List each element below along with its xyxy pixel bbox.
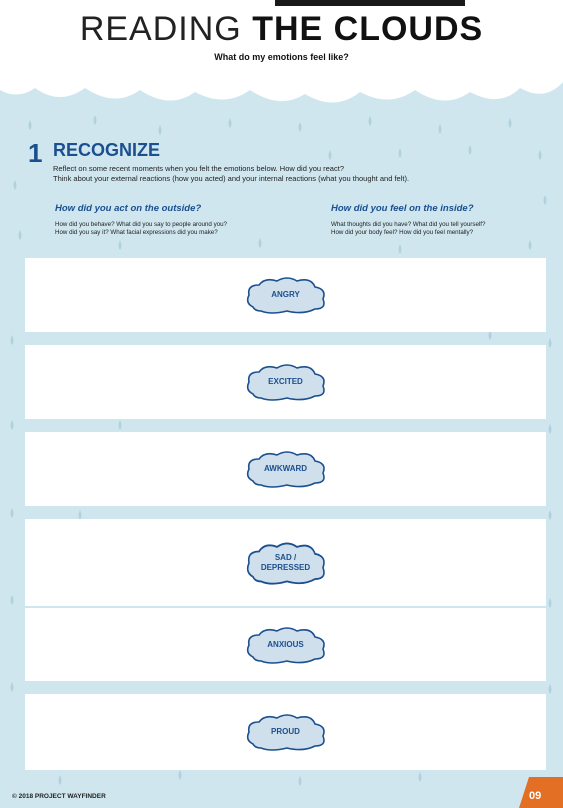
emotion-row-excited[interactable] (25, 345, 546, 419)
emotion-label: EXCITED (268, 377, 303, 386)
page-number: 09 (529, 790, 542, 802)
emotion-row-anxious[interactable] (25, 608, 546, 681)
inside-prompt-2: How did your body feel? How did you feel mentally? (331, 229, 474, 236)
inside-prompts (331, 221, 563, 237)
intro-line-1: Reflect on some recent moments when you felt the emotions below. How did you react? (53, 164, 344, 173)
top-accent-bar (275, 0, 465, 6)
title-bold: THE CLOUDS (252, 10, 484, 48)
inside-heading: How did you feel on the inside? (331, 203, 474, 214)
emotion-label: ANXIOUS (267, 639, 304, 649)
intro-line-2: Think about your external reactions (how you acted) and your internal reactions (what you thought and felt). (53, 174, 410, 183)
emotion-cloud (243, 540, 329, 586)
emotion-label: AWKWARD (263, 464, 308, 473)
emotion-label: SAD / DEPRESSED (260, 552, 311, 572)
emotion-label: ANGRY (271, 290, 300, 299)
section-number: 1 (28, 138, 43, 168)
emotion-row-proud[interactable] (25, 694, 546, 770)
cloud-edge-decoration (0, 60, 563, 120)
emotion-cloud (243, 362, 329, 402)
emotion-cloud (243, 275, 329, 315)
copyright-text: © 2018 PROJECT WAYFINDER (12, 793, 106, 800)
emotion-row-sad[interactable] (25, 519, 546, 606)
title-light: READING (79, 10, 242, 48)
outside-prompts (55, 221, 305, 237)
outside-prompt-2: How did you say it? What facial expressions did you make? (55, 229, 218, 236)
outside-heading: How did you act on the outside? (55, 203, 202, 214)
inside-prompt-1: What thoughts did you have? What did you tell yourself? (331, 221, 486, 228)
emotion-cloud (243, 712, 329, 752)
emotion-cloud (243, 449, 329, 489)
emotion-cloud (243, 625, 329, 665)
emotion-row-angry[interactable] (25, 258, 546, 332)
page-title (0, 10, 563, 49)
page-subtitle: What do my emotions feel like? (214, 52, 349, 62)
emotion-row-awkward[interactable] (25, 432, 546, 506)
outside-prompt-1: How did you behave? What did you say to people around you? (55, 221, 227, 228)
emotion-label: PROUD (271, 727, 300, 736)
section-title: RECOGNIZE (53, 140, 161, 160)
section-intro (53, 164, 523, 184)
